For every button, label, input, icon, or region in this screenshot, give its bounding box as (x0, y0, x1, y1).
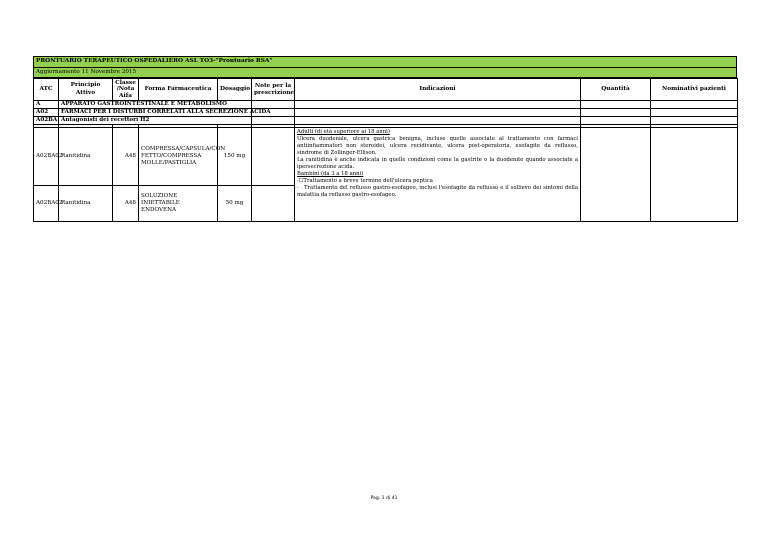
col-note (252, 79, 295, 101)
drug-forma-line: COMPRESSA/CAPSULA/CON (141, 145, 226, 152)
child-item: ·☐Trattamento a breve termine dell'ulcera peptica (297, 177, 433, 184)
update-date: Aggiornamento 11 Novembre 2015 (33, 68, 737, 78)
drug-classe: A48 (113, 127, 139, 185)
col-classe-line: /Nota (116, 86, 135, 93)
drug-table (33, 78, 738, 222)
drug-note (252, 185, 295, 221)
child-heading: Bambini (da 3 a 18 anni) (297, 170, 364, 177)
col-note-line: prescrizione (254, 89, 295, 96)
drug-forma-line: FETTO/COMPRESSA (141, 152, 202, 159)
col-nominativi: Nominativi pazienti (651, 79, 738, 101)
header-row (34, 79, 738, 101)
nominativi-cell[interactable] (651, 127, 738, 221)
indications-cell (295, 127, 581, 221)
col-quantita: Quantità (581, 79, 651, 101)
adult-text-2: La ranitidina è anche indicata in quelle condizioni come la gastrite o la duodenite quando associate a ipersecrezione acida. (297, 156, 578, 170)
page-number: Pag. 1 di 41 (370, 496, 398, 501)
col-principio: Principio Attivo (59, 79, 113, 101)
adult-text: Ulcera duodenale, ulcera gastrica benigna, incluse quelle associate al trattamento con farmaci antiinfiammatori non steroidei, ulcera recidivante, ulcera post-operatoria, esofagite da reflusso, sindrome di Zollinger-Ellison. (297, 135, 578, 156)
col-classe-line: Aifa (119, 92, 132, 99)
col-dosaggio: Dosaggio (218, 79, 252, 101)
table-row (34, 127, 738, 185)
drug-forma-line: MOLLE/PASTIGLIA (141, 159, 197, 166)
drug-principio: Ranitidina (59, 185, 113, 221)
drug-dosaggio: 50 mg (218, 185, 252, 221)
col-classe-line: Classe (115, 79, 136, 86)
col-note-line: Note per la (254, 82, 292, 89)
group-row (34, 116, 738, 124)
drug-forma (139, 185, 218, 221)
quantita-cell[interactable] (581, 127, 651, 221)
adult-heading: Adulti (di età superiore ai 18 anni) (297, 128, 390, 135)
drug-note (252, 127, 295, 185)
drug-forma-line: SOLUZIONE INIETTABILE (141, 192, 180, 206)
group-code: A (34, 101, 59, 109)
drug-principio: Ranitidina (59, 127, 113, 185)
child-item: · Trattamento del reflusso gastro-esofageo, inclusi l'esofagite da reflusso e il sollievo dei sintomi della malattia da reflusso gastro-esofageo. (297, 184, 578, 198)
drug-forma (139, 127, 226, 185)
col-atc: ATC (34, 79, 59, 101)
drug-atc: A02BA02 (34, 127, 59, 185)
drug-atc: A02BA02 (34, 185, 59, 221)
col-classe (113, 79, 139, 101)
group-label: FARMACI PER I DISTURBI CORRELATI ALLA SECREZIONE ACIDA (59, 108, 252, 116)
col-indicazioni: Indicazioni (295, 79, 581, 101)
document-title: PRONTUARIO TERAPEUTICO OSPEDALIERO ASL TO3-"Prontuario RSA" (33, 56, 737, 68)
group-label: Antagonisti dei recettori H2 (59, 116, 252, 124)
group-row (34, 101, 738, 109)
group-code: A02 (34, 108, 59, 116)
group-row (34, 108, 738, 116)
drug-dosaggio: 150 mg (218, 127, 252, 185)
drug-classe: A48 (113, 185, 139, 221)
group-label: APPARATO GASTROINTESTINALE E METABOLISMO (59, 101, 252, 109)
drug-forma-line: ENDOVENA (141, 206, 177, 213)
prontuario-sheet (33, 56, 737, 222)
col-forma: Forma Farmaceutica (139, 79, 218, 101)
group-code: A02BA (34, 116, 59, 124)
